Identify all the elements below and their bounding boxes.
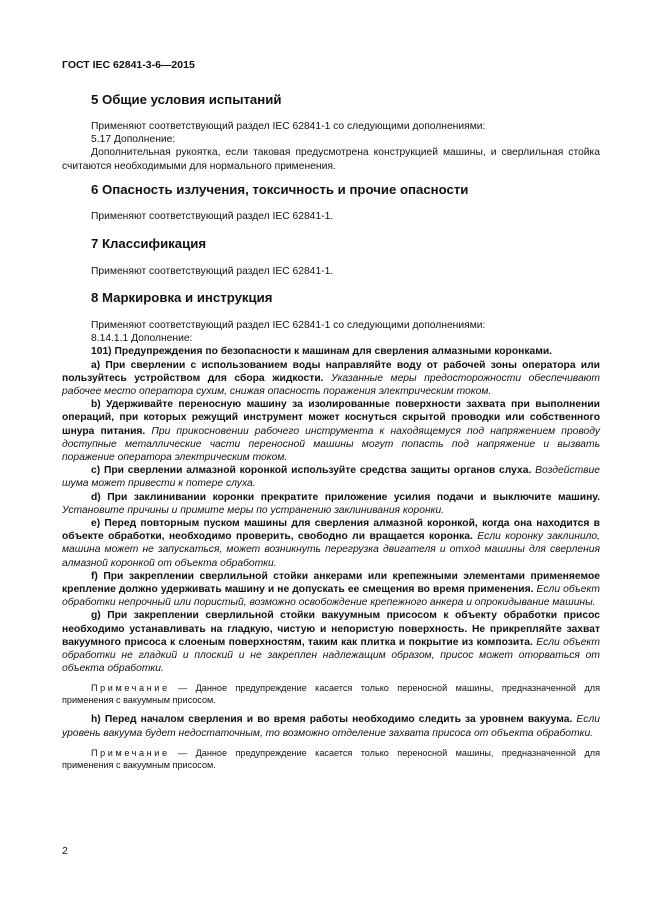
note-1	[62, 682, 600, 706]
section-7-title: 7 Классификация	[91, 236, 207, 251]
warning-b	[62, 398, 600, 464]
section-8-title: 8 Маркировка и инструкция	[91, 290, 273, 305]
warning-c-text: c) При сверлении алмазной коронкой используйте средства защиты органов слуха.	[91, 465, 532, 477]
section-5-body	[62, 120, 600, 173]
section-6-body	[62, 210, 600, 223]
warning-b-note: При прикосновении рабочего инструмента к находящемуся под напряжением проводу доступные металлические части переносной машины могут попасть под напряжение и вызвать поражение оператора электрическим током.	[62, 425, 601, 464]
warnings-heading: 101) Предупреждения по безопасности к машинам для сверления алмазными коронками.	[91, 346, 553, 358]
section-7-p1: Применяют соответствующий раздел IEC 62841-1.	[91, 266, 334, 277]
warning-a-note: Указанные меры предосторожности обеспечивают рабочее место оператора сухим, снижая опасность поражения электрическим током.	[62, 372, 601, 398]
note-1-text: — Данное предупреждение касается только переносной машины, предназначенной для применения с вакуумным присосом.	[62, 683, 600, 706]
warning-e-note: Если коронку заклинило, машина может не запускаться, может возникнуть перегрузка двигателя и отход машины для сверления алмазной коронкой от объекта обработки.	[62, 531, 600, 569]
warning-d-text: d) При заклинивании коронки прекратите приложение усилия подачи и выключите машину.	[91, 491, 600, 503]
warning-e	[62, 517, 600, 570]
section-6-p1: Применяют соответствующий раздел IEC 62841-1.	[91, 211, 334, 222]
note-1-label: Примечание	[91, 683, 170, 694]
section-5-p3: Дополнительная рукоятка, если таковая предусмотрена конструкцией машины, и сверлильная стойка считаются необходимыми для нормального применения.	[62, 147, 600, 172]
warning-b-text: b) Удерживайте переносную машину за изолированные поверхности захвата при выполнении операций, при которых режущий инструмент может коснуться скрытой проводки или собственного шнура питания.	[62, 399, 600, 437]
warning-h	[62, 713, 600, 739]
section-8-body	[62, 319, 600, 771]
section-7-body	[62, 265, 600, 278]
section-8-p1: Применяют соответствующий раздел IEC 62841-1 со следующими дополнениями:	[91, 320, 486, 331]
note-2	[62, 747, 600, 771]
section-5-title: 5 Общие условия испытаний	[91, 92, 282, 107]
warning-g	[62, 609, 600, 675]
warning-e-text: e) Перед повторным пуском машины для сверления алмазной коронкой, когда она находится в объекте обработки, необходимо проверить, свободно ли вращается коронка.	[62, 518, 600, 543]
warning-h-text: h) Перед началом сверления и во время работы необходимо следить за уровнем вакуума.	[91, 714, 573, 726]
warning-a-text: a) При сверлении с использованием воды направляйте воду от рабочей зоны оператора или пользуйтесь устройством для сбора жидкости.	[62, 359, 600, 384]
note-2-text: — Данное предупреждение касается только переносной машины, предназначенной для применения с вакуумным присосом.	[62, 747, 600, 770]
warning-f-note: Если объект обработки непрочный или пористый, возможно освобождение крепежного анкера и опрокидывание машины.	[62, 584, 600, 609]
warning-h-note: Если уровень вакуума будет недостаточным, то возможно отделение захвата присоса от объекта обработки.	[62, 714, 600, 739]
section-6-title: 6 Опасность излучения, токсичность и прочие опасности	[91, 182, 469, 197]
page-number: 2	[62, 845, 68, 857]
warning-g-note: Если объект обработки не гладкий и плоский и не закреплен надлежащим образом, присос может оторваться от объекта обработки.	[62, 636, 600, 675]
note-2-label: Примечание	[91, 747, 170, 758]
warning-d-note: Установите причины и примите меры по устранению заклинивания коронки.	[62, 504, 445, 516]
warning-a	[62, 359, 600, 399]
section-8-p2: 8.14.1.1 Дополнение:	[91, 333, 193, 345]
warning-f	[62, 570, 600, 610]
warning-c	[62, 464, 600, 490]
warning-g-text: g) При закреплении сверлильной стойки вакуумным присосом к объекту обработки присос необходимо устанавливать на гладкую, чистую и непористую поверхность. Не прикрепляйте захват вакуумного присоса к слоеным поверхностям, таким как плитка и покрытие из композита.	[62, 610, 600, 648]
warning-c-note: Воздействие шума может привести к потере слуха.	[62, 465, 600, 490]
section-5-p1: Применяют соответствующий раздел IEC 62841-1 со следующими дополнениями:	[91, 121, 486, 132]
warning-d	[62, 491, 600, 517]
section-5-p2: 5.17 Дополнение:	[91, 134, 176, 146]
document-header: ГОСТ IEC 62841-3-6—2015	[62, 59, 195, 71]
warning-f-text: f) При закреплении сверлильной стойки анкерами или крепежными элементами применяемое крепление должно удерживать машину и не допускать ее смещения во время применения.	[62, 570, 600, 596]
